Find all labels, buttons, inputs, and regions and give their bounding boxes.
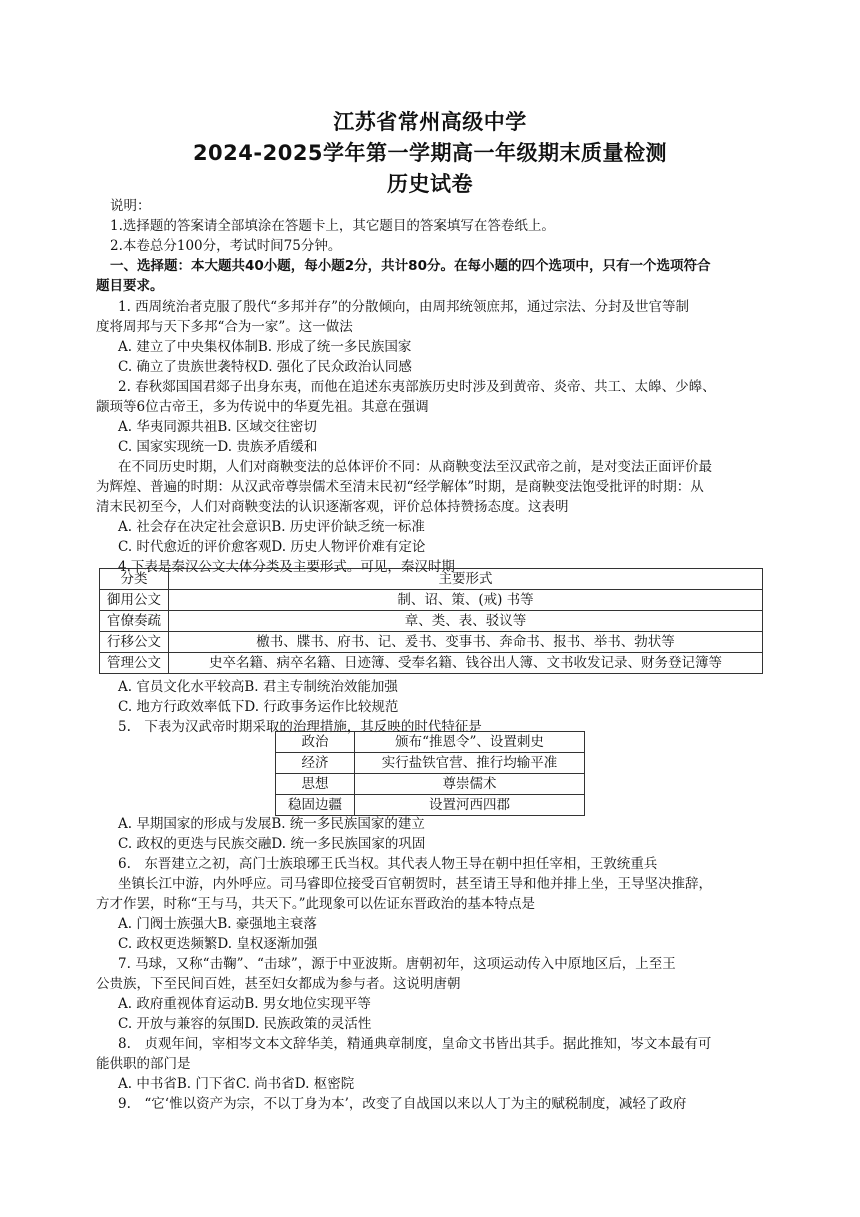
- table-cell: 稳固边疆: [276, 795, 355, 816]
- table-cell: 章、类、表、驳议等: [169, 611, 763, 632]
- q4-table: [99, 568, 763, 674]
- q7-options-ab: A. 政府重视体育运动B. 男女地位实现平等: [118, 996, 371, 1012]
- table-row: [276, 753, 585, 774]
- section-heading-cont: 题目要求。: [96, 278, 164, 294]
- section-heading: 一、选择题：本大题共40小题，每小题2分，共计80分。在每小题的四个选项中，只有一个选项符合: [110, 258, 711, 274]
- q5-options-ab: A. 早期国家的形成与发展B. 统一多民族国家的建立: [118, 816, 425, 832]
- q6-stem-cont1: 坐镇长江中游，内外呼应。司马睿即位接受百官朝贺时，甚至请王导和他并排上坐，王导坚决推辞，: [118, 876, 712, 892]
- table-cell: 设置河西四郡: [355, 795, 585, 816]
- table-cell: 史卒名籍、病卒名籍、日迹簿、受奉名籍、钱谷出人簿、文书收发记录、财务登记簿等: [169, 653, 763, 674]
- table-cell: 实行盐铁官营、推行均输平准: [355, 753, 585, 774]
- q5-table: [275, 731, 585, 816]
- q6-options-cd: C. 政权更迭频繁D. 皇权逐渐加强: [118, 936, 318, 952]
- q1-options-cd: C. 确立了贵族世袭特权D. 强化了民众政治认同感: [118, 359, 412, 375]
- table-header-cell: 主要形式: [169, 569, 763, 590]
- q9-stem: 9. “它‘惟以资产为宗，不以丁身为本’，改变了自战国以来以人丁为主的赋税制度，减轻了政府: [118, 1096, 687, 1112]
- exam-title: 2024-2025学年第一学期高一年级期末质量检测: [192, 141, 668, 165]
- q7-stem: 7. 马球，又称“击鞠”、“击球”，源于中亚波斯。唐朝初年，这项运动传入中原地区后，上至王: [118, 956, 676, 972]
- table-cell: 檄书、牒书、府书、记、爰书、变事书、奔命书、报书、举书、勃状等: [169, 632, 763, 653]
- q3-stem-cont2: 清末民初至今，人们对商鞅变法的认识逐渐客观，评价总体持赞扬态度。这表明: [96, 499, 569, 515]
- q1-stem: 1. 西周统治者克服了殷代“多邦并存”的分散倾向，由周邦统领庶邦，通过宗法、分封及世官等制: [118, 299, 689, 315]
- table-row: [276, 732, 585, 753]
- note-2: 2.本卷总分100分，考试时间75分钟。: [110, 238, 342, 254]
- q3-stem: 在不同历史时期，人们对商鞅变法的总体评价不同：从商鞅变法至汉武帝之前，是对变法正面评价最: [118, 459, 712, 475]
- school-title: 江苏省常州高级中学: [333, 110, 527, 134]
- table-row: [276, 795, 585, 816]
- q8-stem: 8. 贞观年间，宰相岑文本文辞华美，精通典章制度，皇命文书皆出其手。据此推知，岑文本最有可: [118, 1036, 712, 1052]
- table-cell: 制、诏、策、(戒) 书等: [169, 590, 763, 611]
- q6-options-ab: A. 门阀士族强大B. 豪强地主衰落: [118, 916, 317, 932]
- table-cell: 经济: [276, 753, 355, 774]
- q2-stem-cont: 颛顼等6位古帝王，多为传说中的华夏先祖。其意在强调: [96, 399, 429, 415]
- q2-options-cd: C. 国家实现统一D. 贵族矛盾缓和: [118, 439, 318, 455]
- q2-options-ab: A. 华夷同源共祖B. 区域交往密切: [118, 419, 317, 435]
- table-header-cell: 分类: [100, 569, 169, 590]
- q1-options-ab: A. 建立了中央集权体制B. 形成了统一多民族国家: [118, 339, 412, 355]
- table-cell: 官僚奏疏: [100, 611, 169, 632]
- table-row: [100, 653, 763, 674]
- q3-stem-cont1: 为辉煌、普遍的时期：从汉武帝尊崇儒术至清末民初“经学解体”时期，是商鞅变法饱受批评的时期：从: [96, 479, 704, 495]
- q4-options-ab: A. 官员文化水平较高B. 君主专制统治效能加强: [118, 679, 398, 695]
- q3-options-cd: C. 时代愈近的评价愈客观D. 历史人物评价难有定论: [118, 539, 426, 555]
- q8-options: A. 中书省B. 门下省C. 尚书省D. 枢密院: [118, 1076, 355, 1092]
- table-row: [100, 611, 763, 632]
- table-row: [100, 569, 763, 590]
- q3-options-ab: A. 社会存在决定社会意识B. 历史评价缺乏统一标准: [118, 519, 425, 535]
- q2-stem: 2. 春秋郯国国君郯子出身东夷，而他在追述东夷部族历史时涉及到黄帝、炎帝、共工、太皞、少皞、: [118, 379, 716, 395]
- q7-stem-cont: 公贵族，下至民间百姓，甚至妇女都成为参与者。这说明唐朝: [96, 976, 461, 992]
- q5-options-cd: C. 政权的更迭与民族交融D. 统一多民族国家的巩固: [118, 836, 426, 852]
- table-cell: 管理公文: [100, 653, 169, 674]
- table-row: [100, 590, 763, 611]
- q1-stem-cont: 度将周邦与天下多邦“合为一家”。这一做法: [96, 319, 353, 335]
- q6-stem-cont2: 方才作罢，时称“王与马，共天下。”此现象可以佐证东晋政治的基本特点是: [96, 896, 536, 912]
- notes-label: 说明：: [110, 198, 151, 214]
- table-row: [276, 774, 585, 795]
- q7-options-cd: C. 开放与兼容的氛围D. 民族政策的灵活性: [118, 1016, 372, 1032]
- table-cell: 尊崇儒术: [355, 774, 585, 795]
- table-row: [100, 632, 763, 653]
- subject-title: 历史试卷: [387, 172, 473, 196]
- table-cell: 颁布“推恩令”、设置刺史: [355, 732, 585, 753]
- q4-stem: 4.下表是秦汉公文大体分类及主要形式。可见，秦汉时期: [118, 559, 455, 575]
- table-cell: 行移公文: [100, 632, 169, 653]
- q4-options-cd: C. 地方行政效率低下D. 行政事务运作比较规范: [118, 699, 399, 715]
- table-cell: 思想: [276, 774, 355, 795]
- q6-stem: 6. 东晋建立之初，高门士族琅琊王氏当权。其代表人物王导在朝中担任宰相，王敦统重兵: [118, 856, 658, 872]
- table-cell: 御用公文: [100, 590, 169, 611]
- q5-stem: 5. 下表为汉武帝时期采取的治理措施，其反映的时代特征是: [118, 719, 482, 735]
- table-cell: 政治: [276, 732, 355, 753]
- q8-stem-cont: 能供职的部门是: [96, 1056, 191, 1072]
- note-1: 1.选择题的答案请全部填涂在答题卡上，其它题目的答案填写在答卷纸上。: [110, 218, 555, 234]
